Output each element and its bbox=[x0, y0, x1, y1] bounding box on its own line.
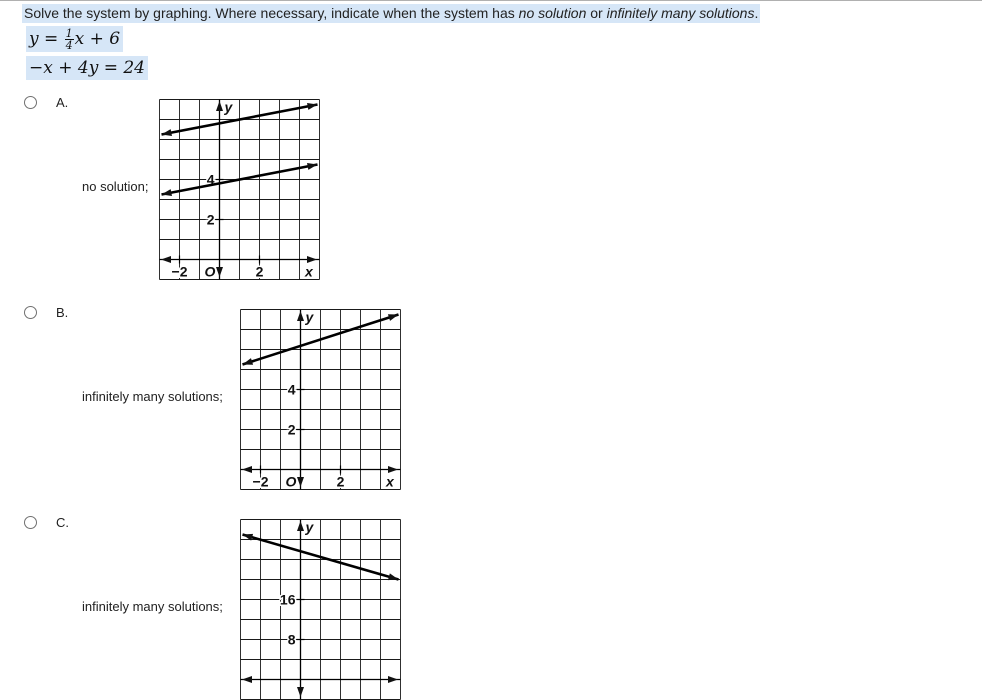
prompt-no-solution: no solution bbox=[518, 5, 587, 21]
option-a-radio[interactable] bbox=[24, 96, 37, 109]
fraction-numerator: 1 bbox=[65, 27, 73, 40]
option-a-graph bbox=[159, 99, 320, 280]
x-axis-arrow-left bbox=[242, 466, 252, 473]
equation-2-text: −x + 4y = 24 bbox=[29, 58, 145, 78]
y-axis-arrow-down bbox=[297, 687, 304, 697]
fraction-one-fourth bbox=[65, 28, 74, 51]
fraction-denominator: 4 bbox=[65, 39, 73, 52]
y-axis-arrow bbox=[297, 521, 304, 531]
option-b-graph bbox=[240, 309, 401, 490]
option-c-answer: infinitely many solutions; bbox=[82, 599, 223, 614]
option-c-radio[interactable] bbox=[24, 516, 37, 529]
prompt-or: or bbox=[586, 5, 607, 21]
equation-1-left: y = bbox=[29, 29, 64, 49]
y-tick-label: 2 bbox=[287, 421, 296, 438]
x-axis-arrow-right bbox=[388, 466, 398, 473]
x-tick-label: 2 bbox=[255, 263, 264, 280]
x-axis-arrow-left bbox=[242, 676, 252, 683]
x-tick-label: 2 bbox=[336, 473, 345, 490]
y-axis-arrow-down bbox=[297, 477, 304, 487]
y-tick-label: 2 bbox=[206, 211, 215, 228]
x-axis-arrow-left bbox=[161, 256, 171, 263]
prompt-text: Solve the system by graphing. Where necessary, indicate when the system has bbox=[24, 5, 519, 21]
series-arrow bbox=[388, 314, 399, 321]
x-axis-label: x bbox=[305, 263, 313, 280]
x-axis-label: x bbox=[386, 473, 394, 490]
option-c-graph bbox=[240, 519, 401, 700]
option-b-answer: infinitely many solutions; bbox=[82, 389, 223, 404]
option-a-answer: no solution; bbox=[82, 179, 149, 194]
origin-label: O bbox=[285, 473, 297, 490]
y-axis-arrow bbox=[297, 311, 304, 321]
y-tick-label: 4 bbox=[287, 381, 296, 398]
option-b-letter: B. bbox=[56, 305, 69, 320]
option-a-letter: A. bbox=[56, 95, 69, 110]
origin-label: O bbox=[204, 263, 216, 280]
option-b-radio[interactable] bbox=[24, 306, 37, 319]
y-tick-label: 4 bbox=[206, 171, 215, 188]
y-tick-label: 8 bbox=[287, 631, 296, 648]
equation-2 bbox=[26, 56, 148, 80]
equation-1 bbox=[26, 26, 123, 52]
x-tick-label: −2 bbox=[171, 263, 188, 280]
y-axis-label: y bbox=[305, 309, 314, 325]
y-axis-arrow bbox=[216, 101, 223, 111]
x-tick-label: −2 bbox=[252, 473, 269, 490]
prompt-infinitely-many: infinitely many solutions bbox=[606, 5, 755, 21]
series-arrow bbox=[388, 573, 399, 580]
question-prompt bbox=[22, 4, 760, 23]
y-axis-label: y bbox=[224, 99, 233, 115]
prompt-period: . bbox=[754, 5, 759, 21]
top-divider bbox=[0, 0, 982, 1]
y-axis-arrow-down bbox=[216, 267, 223, 277]
option-c-letter: C. bbox=[56, 515, 69, 530]
equation-1-right: x + 6 bbox=[74, 29, 121, 49]
series-arrow bbox=[243, 358, 254, 365]
y-tick-label: 16 bbox=[279, 591, 296, 608]
x-axis-arrow-right bbox=[388, 676, 398, 683]
y-axis-label: y bbox=[305, 519, 314, 535]
x-axis-arrow-right bbox=[307, 256, 317, 263]
